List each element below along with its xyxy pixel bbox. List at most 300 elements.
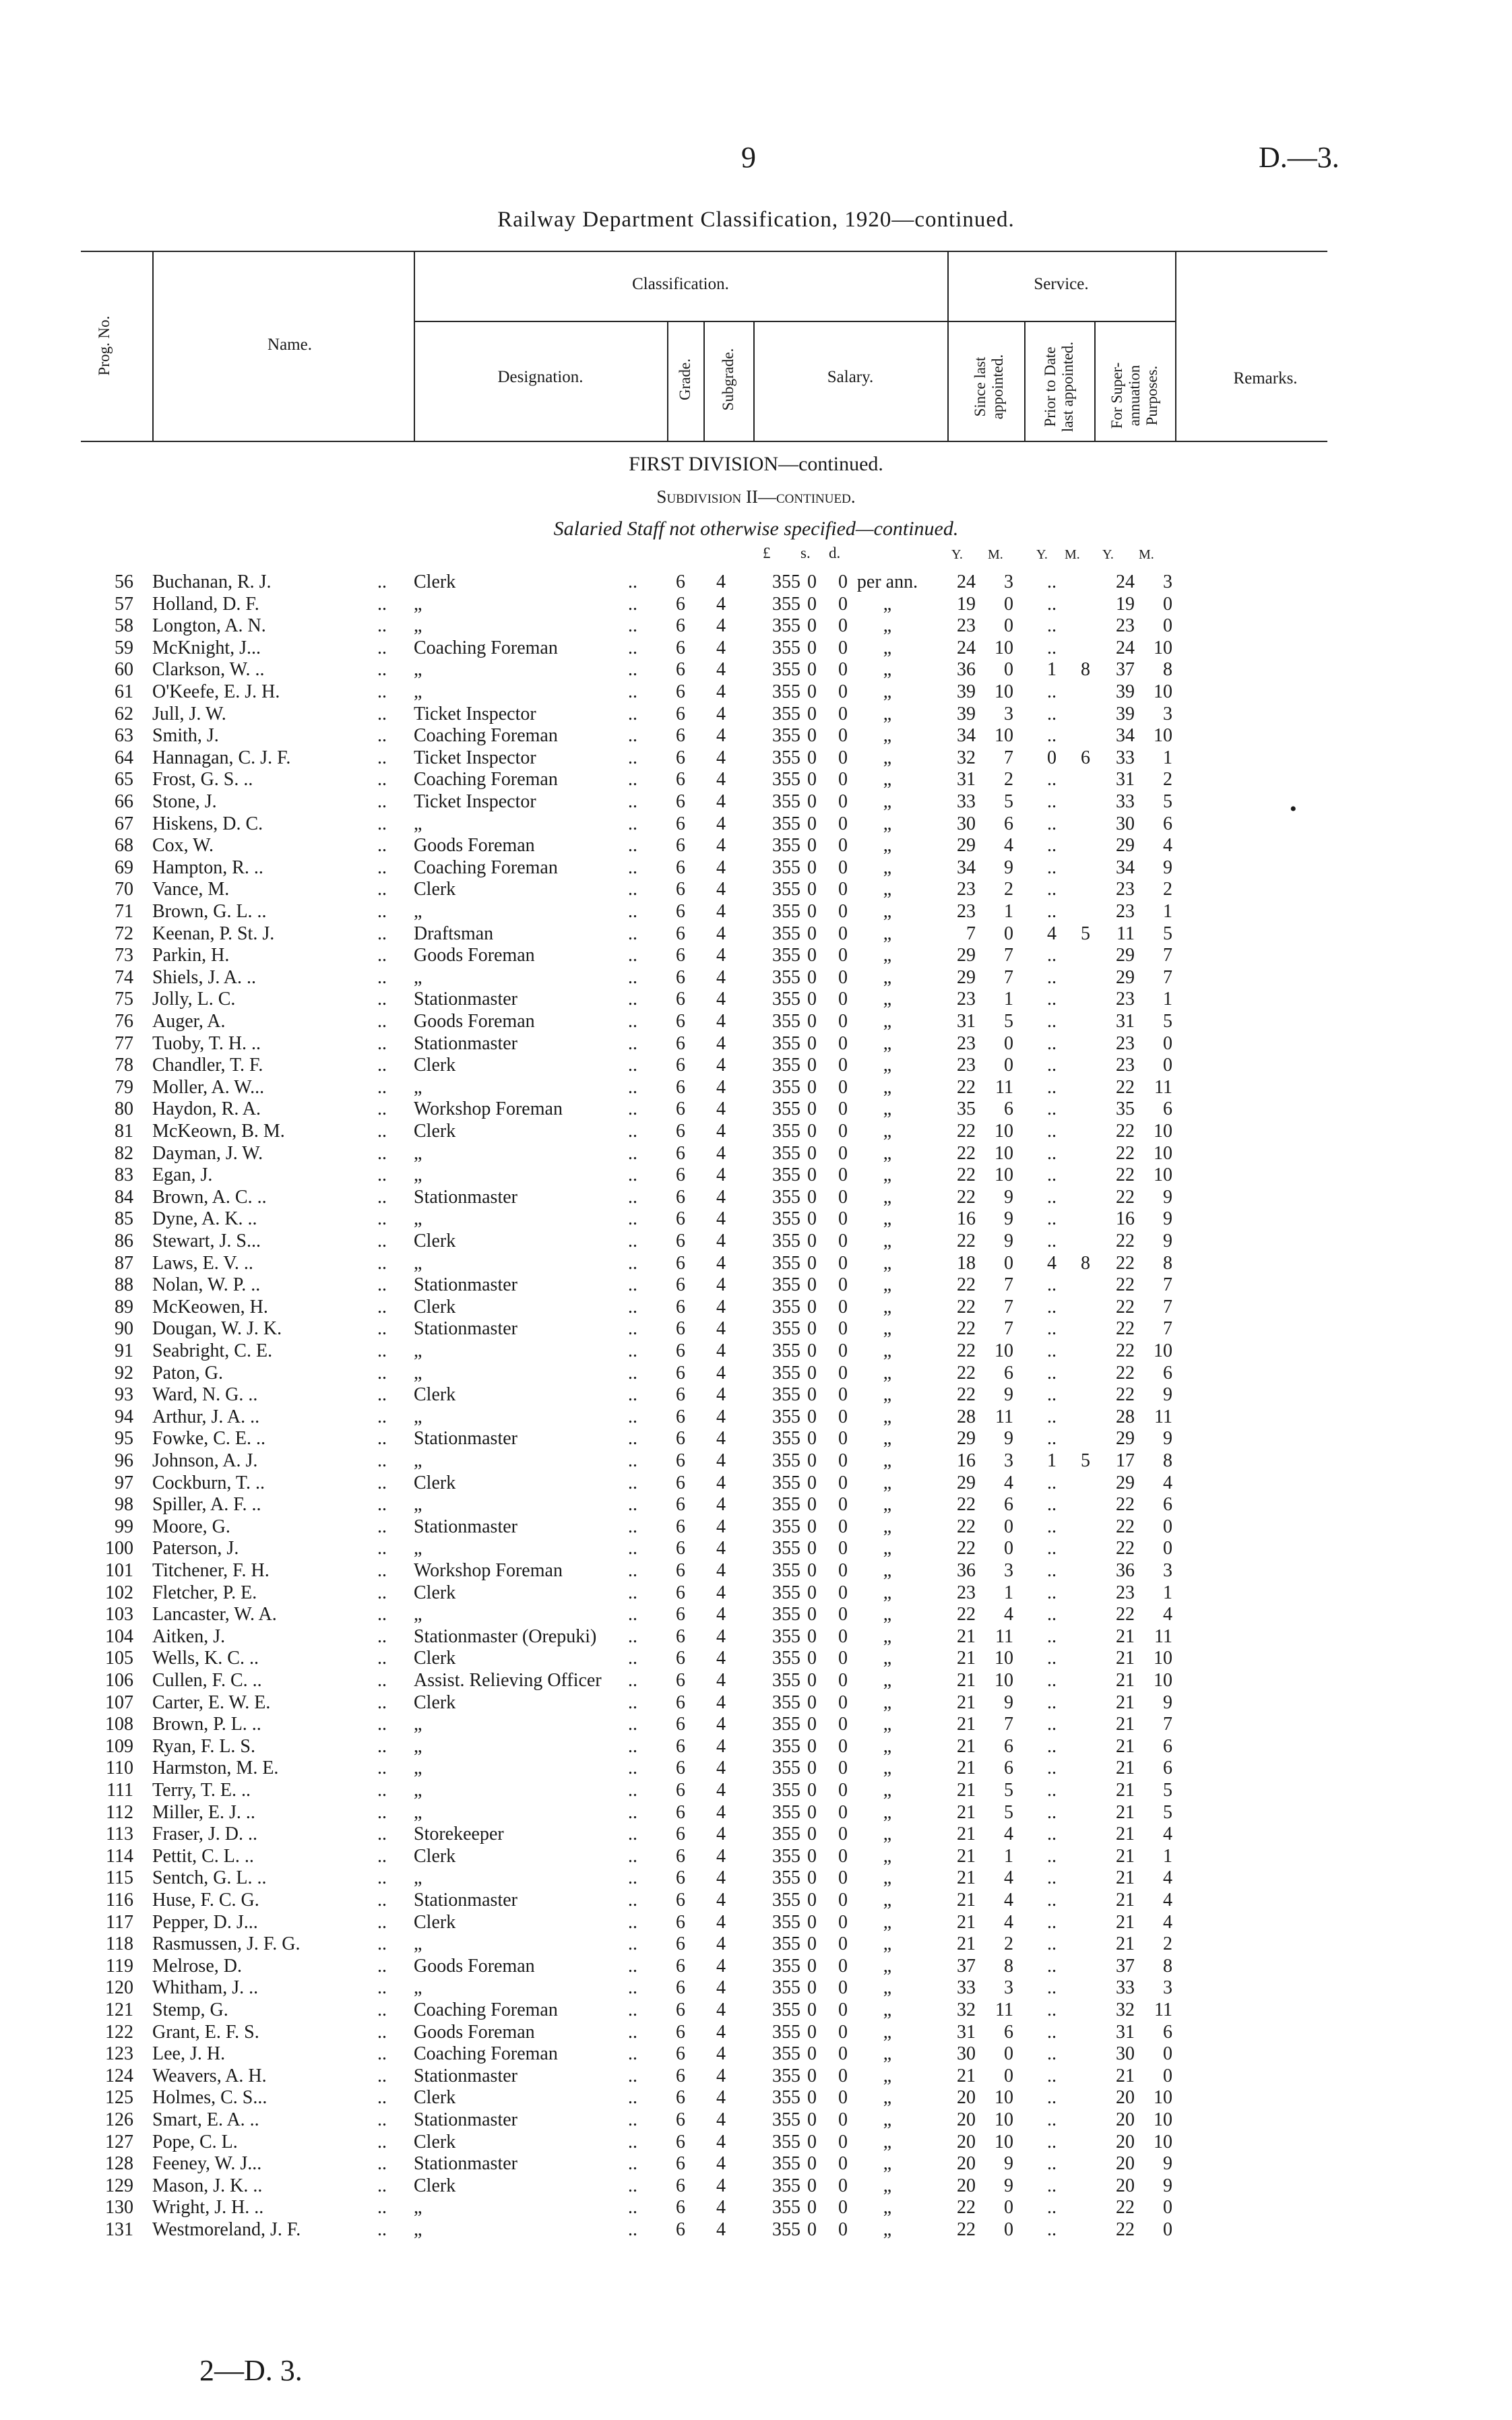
leader-dots: .. xyxy=(377,659,387,681)
leader-dots: .. xyxy=(628,1845,637,1867)
cell-no: 69 xyxy=(115,857,133,878)
cell-no: 76 xyxy=(115,1011,133,1032)
table-row xyxy=(0,747,1512,770)
cell-py: .. xyxy=(1047,1735,1057,1757)
cell-des: Goods Foreman xyxy=(414,1011,535,1032)
cell-sg: 4 xyxy=(716,1648,726,1669)
cell-lm: 2 xyxy=(1004,1933,1013,1955)
cell-gr: 6 xyxy=(676,2109,685,2130)
cell-d: 0 xyxy=(838,1516,848,1537)
cell-no: 102 xyxy=(105,1582,133,1603)
leader-dots: .. xyxy=(377,2109,387,2130)
cell-d: 0 xyxy=(838,1208,848,1230)
cell-per: „ xyxy=(883,1758,892,1779)
leader-dots: .. xyxy=(628,593,637,615)
cell-s: 0 xyxy=(807,2087,817,2109)
cell-no: 95 xyxy=(115,1428,133,1450)
cell-sy: 20 xyxy=(1116,2175,1135,2196)
cell-lm: 7 xyxy=(1004,1714,1013,1735)
cell-sm: 6 xyxy=(1163,1362,1172,1384)
cell-no: 99 xyxy=(115,1516,133,1537)
cell-name: Ward, N. G. .. xyxy=(152,1384,258,1406)
cell-per: „ xyxy=(883,1735,892,1757)
cell-des: „ xyxy=(414,2197,422,2219)
cell-d: 0 xyxy=(838,1186,848,1208)
cell-per: „ xyxy=(883,681,892,702)
leader-dots: .. xyxy=(628,923,637,944)
cell-py: .. xyxy=(1047,1186,1057,1208)
cell-sy: 17 xyxy=(1116,1450,1135,1471)
cell-lm: 5 xyxy=(1004,1780,1013,1801)
leader-dots: .. xyxy=(377,593,387,615)
leader-dots: .. xyxy=(377,1538,387,1559)
cell-name: Fletcher, P. E. xyxy=(152,1582,257,1603)
cell-per: „ xyxy=(883,1340,892,1361)
cell-des: Clerk xyxy=(414,1296,456,1317)
cell-des: Clerk xyxy=(414,1472,456,1493)
cell-sm: 10 xyxy=(1154,1142,1172,1164)
cell-ly: 22 xyxy=(957,1318,976,1340)
cell-des: Clerk xyxy=(414,1845,456,1867)
cell-sy: 21 xyxy=(1116,1670,1135,1691)
cell-sg: 4 xyxy=(716,2131,726,2152)
cell-d: 0 xyxy=(838,1384,848,1406)
leader-dots: .. xyxy=(377,1955,387,1977)
cell-sy: 21 xyxy=(1116,1845,1135,1867)
cell-s: 0 xyxy=(807,1165,817,1186)
cell-lm: 0 xyxy=(1004,1538,1013,1559)
cell-lm: 10 xyxy=(995,1142,1013,1164)
leader-dots: .. xyxy=(628,703,637,724)
since-month-unit: M. xyxy=(988,547,1003,562)
cell-no: 81 xyxy=(115,1121,133,1142)
division-heading: FIRST DIVISION—continued. xyxy=(629,453,883,475)
cell-name: Miller, E. J. .. xyxy=(152,1801,255,1823)
table-row xyxy=(0,1494,1512,1516)
leader-dots: .. xyxy=(628,2219,637,2240)
cell-lm: 7 xyxy=(1004,966,1013,988)
header-top-rule xyxy=(81,251,1327,252)
leader-dots: .. xyxy=(377,1032,387,1054)
table-row xyxy=(0,2022,1512,2044)
cell-sal: 355 xyxy=(772,2153,800,2175)
cell-name: Holland, D. F. xyxy=(152,593,259,615)
cell-no: 122 xyxy=(105,2021,133,2043)
cell-no: 85 xyxy=(115,1208,133,1230)
leader-dots: .. xyxy=(628,966,637,988)
cell-py: .. xyxy=(1047,901,1057,922)
cell-s: 0 xyxy=(807,1582,817,1603)
cell-py: .. xyxy=(1047,1318,1057,1340)
leader-dots: .. xyxy=(377,1933,387,1955)
cell-sm: 5 xyxy=(1163,923,1172,944)
cell-gr: 6 xyxy=(676,1955,685,1977)
cell-d: 0 xyxy=(838,857,848,878)
cell-name: McKeown, B. M. xyxy=(152,1121,285,1142)
cell-no: 72 xyxy=(115,923,133,944)
cell-sy: 23 xyxy=(1116,1582,1135,1603)
table-row xyxy=(0,681,1512,704)
cell-name: Cullen, F. C. .. xyxy=(152,1670,262,1691)
leader-dots: .. xyxy=(377,1121,387,1142)
cell-sy: 21 xyxy=(1116,2065,1135,2086)
cell-sg: 4 xyxy=(716,1692,726,1713)
cell-name: Keenan, P. St. J. xyxy=(152,923,275,944)
cell-no: 97 xyxy=(115,1472,133,1493)
cell-py: .. xyxy=(1047,1538,1057,1559)
cell-sg: 4 xyxy=(716,1867,726,1889)
cell-lm: 11 xyxy=(995,1406,1013,1427)
cell-no: 74 xyxy=(115,966,133,988)
cell-lm: 11 xyxy=(995,1625,1013,1647)
cell-sg: 4 xyxy=(716,1955,726,1977)
cell-s: 0 xyxy=(807,637,817,658)
cell-des: Stationmaster xyxy=(414,989,517,1010)
cell-lm: 10 xyxy=(995,681,1013,702)
cell-des: Stationmaster (Orepuki) xyxy=(414,1625,597,1647)
cell-sg: 4 xyxy=(716,2175,726,2196)
cell-s: 0 xyxy=(807,923,817,944)
table-row xyxy=(0,967,1512,989)
cell-sg: 4 xyxy=(716,2043,726,2065)
subdivision-heading: Subdivision II—continued. xyxy=(656,487,856,507)
cell-sy: 29 xyxy=(1116,835,1135,857)
cell-name: Terry, T. E. .. xyxy=(152,1780,251,1801)
cell-lm: 4 xyxy=(1004,1604,1013,1625)
cell-sy: 33 xyxy=(1116,1977,1135,1999)
cell-per: „ xyxy=(883,1231,892,1251)
cell-gr: 6 xyxy=(676,1560,685,1581)
leader-dots: .. xyxy=(377,615,387,637)
cell-ly: 24 xyxy=(957,637,976,658)
cell-sm: 3 xyxy=(1163,571,1172,592)
cell-gr: 6 xyxy=(676,1472,685,1493)
cell-name: Harmston, M. E. xyxy=(152,1758,279,1779)
cell-lm: 6 xyxy=(1004,1758,1013,1779)
cell-sg: 4 xyxy=(716,1494,726,1516)
leader-dots: .. xyxy=(628,1186,637,1208)
cell-py: .. xyxy=(1047,945,1057,966)
table-row xyxy=(0,659,1512,681)
cell-no: 63 xyxy=(115,725,133,747)
leader-dots: .. xyxy=(377,1362,387,1384)
cell-sy: 20 xyxy=(1116,2109,1135,2130)
cell-des: Coaching Foreman xyxy=(414,2043,558,2065)
cell-name: Haydon, R. A. xyxy=(152,1098,261,1120)
cell-lm: 7 xyxy=(1004,1318,1013,1340)
cell-sg: 4 xyxy=(716,747,726,768)
cell-sy: 39 xyxy=(1116,703,1135,724)
cell-sm: 10 xyxy=(1154,1648,1172,1669)
cell-s: 0 xyxy=(807,1604,817,1625)
cell-des: Clerk xyxy=(414,1055,456,1076)
cell-py: .. xyxy=(1047,966,1057,988)
leader-dots: .. xyxy=(377,923,387,944)
cell-sal: 355 xyxy=(772,1735,800,1757)
cell-per: „ xyxy=(883,1604,892,1625)
cell-s: 0 xyxy=(807,945,817,966)
cell-sm: 8 xyxy=(1163,1252,1172,1274)
cell-lm: 7 xyxy=(1004,945,1013,966)
cell-lm: 6 xyxy=(1004,1735,1013,1757)
cell-py: 1 xyxy=(1047,1450,1057,1471)
cell-no: 100 xyxy=(105,1538,133,1559)
cell-sy: 20 xyxy=(1116,2131,1135,2152)
cell-py: .. xyxy=(1047,637,1057,658)
cell-ly: 22 xyxy=(957,2197,976,2219)
cell-des: Clerk xyxy=(414,2087,456,2109)
cell-no: 120 xyxy=(105,1977,133,1999)
cell-sg: 4 xyxy=(716,1516,726,1537)
leader-dots: .. xyxy=(628,1560,637,1581)
cell-name: Smart, E. A. .. xyxy=(152,2109,259,2130)
cell-d: 0 xyxy=(838,835,848,857)
cell-gr: 6 xyxy=(676,1318,685,1340)
cell-sm: 9 xyxy=(1163,1692,1172,1713)
cell-name: Stemp, G. xyxy=(152,1999,228,2020)
cell-ly: 22 xyxy=(957,1604,976,1625)
cell-lm: 1 xyxy=(1004,989,1013,1010)
cell-des: Workshop Foreman xyxy=(414,1560,563,1581)
cell-sy: 22 xyxy=(1116,1516,1135,1537)
cell-per: „ xyxy=(883,2065,892,2086)
cell-per: „ xyxy=(883,1296,892,1317)
cell-sal: 355 xyxy=(772,1231,800,1251)
cell-sm: 0 xyxy=(1163,1032,1172,1054)
cell-no: 56 xyxy=(115,571,133,592)
table-row xyxy=(0,1890,1512,1912)
cell-pm: 6 xyxy=(1081,747,1090,768)
cell-no: 108 xyxy=(105,1714,133,1735)
cell-no: 121 xyxy=(105,1999,133,2020)
cell-ly: 22 xyxy=(957,1516,976,1537)
cell-name: Tuoby, T. H. .. xyxy=(152,1032,261,1054)
cell-s: 0 xyxy=(807,615,817,637)
cell-per: „ xyxy=(883,1955,892,1977)
cell-per: „ xyxy=(883,1538,892,1559)
cell-name: Egan, J. xyxy=(152,1165,213,1186)
cell-no: 107 xyxy=(105,1692,133,1713)
cell-s: 0 xyxy=(807,1560,817,1581)
cell-sm: 11 xyxy=(1154,1999,1172,2020)
cell-sm: 5 xyxy=(1163,791,1172,812)
cell-lm: 3 xyxy=(1004,703,1013,724)
cell-ly: 29 xyxy=(957,835,976,857)
cell-d: 0 xyxy=(838,1692,848,1713)
leader-dots: .. xyxy=(628,1076,637,1098)
leader-dots: .. xyxy=(377,1824,387,1845)
cell-no: 84 xyxy=(115,1186,133,1208)
cell-s: 0 xyxy=(807,1428,817,1450)
cell-d: 0 xyxy=(838,1032,848,1054)
cell-sy: 22 xyxy=(1116,1142,1135,1164)
cell-per: „ xyxy=(883,1867,892,1889)
cell-s: 0 xyxy=(807,1648,817,1669)
cell-lm: 6 xyxy=(1004,2021,1013,2043)
cell-sg: 4 xyxy=(716,2153,726,2175)
cell-des: „ xyxy=(414,1362,422,1384)
leader-dots: .. xyxy=(628,747,637,768)
cell-s: 0 xyxy=(807,681,817,702)
prog-no-header: Prog. No. xyxy=(96,315,113,376)
cell-per: „ xyxy=(883,857,892,878)
cell-d: 0 xyxy=(838,1977,848,1999)
cell-gr: 6 xyxy=(676,2197,685,2219)
cell-per: „ xyxy=(883,2087,892,2109)
table-row xyxy=(0,989,1512,1011)
cell-sal: 355 xyxy=(772,1428,800,1450)
cell-d: 0 xyxy=(838,1911,848,1933)
table-row xyxy=(0,857,1512,879)
cell-gr: 6 xyxy=(676,1735,685,1757)
cell-sal: 355 xyxy=(772,1406,800,1427)
cell-sm: 5 xyxy=(1163,1011,1172,1032)
pence-unit: d. xyxy=(829,545,841,561)
cell-gr: 6 xyxy=(676,1208,685,1230)
cell-ly: 22 xyxy=(957,1384,976,1406)
table-row xyxy=(0,1011,1512,1033)
cell-ly: 31 xyxy=(957,1011,976,1032)
cell-py: .. xyxy=(1047,2153,1057,2175)
table-row xyxy=(0,638,1512,660)
cell-sal: 355 xyxy=(772,1098,800,1120)
cell-lm: 10 xyxy=(995,1165,1013,1186)
cell-des: „ xyxy=(414,1450,422,1471)
cell-ly: 29 xyxy=(957,1472,976,1493)
cell-des: Stationmaster xyxy=(414,1186,517,1208)
cell-no: 86 xyxy=(115,1231,133,1251)
cell-ly: 20 xyxy=(957,2131,976,2152)
cell-lm: 5 xyxy=(1004,1011,1013,1032)
cell-lm: 10 xyxy=(995,725,1013,747)
cell-name: Smith, J. xyxy=(152,725,219,747)
leader-dots: .. xyxy=(377,1428,387,1450)
cell-name: Shiels, J. A. .. xyxy=(152,966,257,988)
leader-dots: .. xyxy=(628,1735,637,1757)
table-row xyxy=(0,2043,1512,2066)
leader-dots: .. xyxy=(628,1428,637,1450)
cell-des: Storekeeper xyxy=(414,1824,504,1845)
cell-sm: 3 xyxy=(1163,1560,1172,1581)
cell-des: „ xyxy=(414,1735,422,1757)
table-row xyxy=(0,594,1512,616)
cell-name: Pettit, C. L. .. xyxy=(152,1845,254,1867)
cell-gr: 6 xyxy=(676,879,685,900)
cell-no: 93 xyxy=(115,1384,133,1406)
page-title: Railway Department Classification, 1920—continued. xyxy=(497,208,1015,232)
cell-d: 0 xyxy=(838,2065,848,2086)
cell-per: „ xyxy=(883,1165,892,1186)
cell-sy: 16 xyxy=(1116,1208,1135,1230)
cell-ly: 29 xyxy=(957,966,976,988)
cell-s: 0 xyxy=(807,813,817,834)
cell-s: 0 xyxy=(807,1758,817,1779)
cell-s: 0 xyxy=(807,2043,817,2065)
leader-dots: .. xyxy=(377,1692,387,1713)
cell-ly: 21 xyxy=(957,1625,976,1647)
cell-s: 0 xyxy=(807,1999,817,2020)
cell-lm: 0 xyxy=(1004,2197,1013,2219)
cell-gr: 6 xyxy=(676,2065,685,2086)
cell-sm: 7 xyxy=(1163,966,1172,988)
table-row xyxy=(0,615,1512,638)
pound-unit: £ xyxy=(763,545,771,561)
cell-lm: 0 xyxy=(1004,1252,1013,1274)
table-row xyxy=(0,1933,1512,1956)
cell-sm: 10 xyxy=(1154,2087,1172,2109)
cell-d: 0 xyxy=(838,1318,848,1340)
cell-sg: 4 xyxy=(716,2087,726,2109)
cell-sm: 6 xyxy=(1163,1098,1172,1120)
cell-des: Clerk xyxy=(414,1121,456,1142)
cell-sy: 23 xyxy=(1116,879,1135,900)
cell-sy: 31 xyxy=(1116,769,1135,790)
cell-py: .. xyxy=(1047,1999,1057,2020)
prior-year-unit: Y. xyxy=(1036,547,1048,562)
cell-name: Wright, J. H. .. xyxy=(152,2197,264,2219)
cell-lm: 0 xyxy=(1004,1032,1013,1054)
cell-s: 0 xyxy=(807,2197,817,2219)
cell-no: 82 xyxy=(115,1142,133,1164)
cell-lm: 11 xyxy=(995,1076,1013,1098)
cell-sy: 22 xyxy=(1116,1296,1135,1317)
cell-gr: 6 xyxy=(676,1494,685,1516)
cell-sg: 4 xyxy=(716,1582,726,1603)
cell-name: Cockburn, T. .. xyxy=(152,1472,265,1493)
cell-sg: 4 xyxy=(716,1362,726,1384)
cell-gr: 6 xyxy=(676,1824,685,1845)
cell-gr: 6 xyxy=(676,1142,685,1164)
cell-sg: 4 xyxy=(716,1670,726,1691)
cell-ly: 35 xyxy=(957,1098,976,1120)
leader-dots: .. xyxy=(377,2197,387,2219)
table-row xyxy=(0,1187,1512,1209)
cell-d: 0 xyxy=(838,1406,848,1427)
cell-gr: 6 xyxy=(676,747,685,768)
cell-sy: 21 xyxy=(1116,1692,1135,1713)
cell-sal: 355 xyxy=(772,1450,800,1471)
cell-gr: 6 xyxy=(676,923,685,944)
cell-s: 0 xyxy=(807,791,817,812)
cell-sal: 355 xyxy=(772,1692,800,1713)
cell-pm: 5 xyxy=(1081,1450,1090,1471)
cell-py: .. xyxy=(1047,1845,1057,1867)
cell-s: 0 xyxy=(807,1208,817,1230)
cell-name: Paton, G. xyxy=(152,1362,223,1384)
cell-d: 0 xyxy=(838,1824,848,1845)
cell-no: 78 xyxy=(115,1055,133,1076)
cell-py: .. xyxy=(1047,1780,1057,1801)
cell-d: 0 xyxy=(838,1955,848,1977)
col-rule-4 xyxy=(703,321,705,441)
cell-lm: 10 xyxy=(995,2131,1013,2152)
cell-sal: 355 xyxy=(772,1076,800,1098)
leader-dots: .. xyxy=(628,1231,637,1251)
cell-sy: 36 xyxy=(1116,1560,1135,1581)
cell-sg: 4 xyxy=(716,1076,726,1098)
cell-sy: 32 xyxy=(1116,1999,1135,2020)
leader-dots: .. xyxy=(628,1450,637,1471)
cell-name: Titchener, F. H. xyxy=(152,1560,270,1581)
cell-per: „ xyxy=(883,1582,892,1603)
cell-pm: 8 xyxy=(1081,659,1090,681)
cell-sal: 355 xyxy=(772,1801,800,1823)
cell-des: Clerk xyxy=(414,1231,456,1251)
cell-py: .. xyxy=(1047,1231,1057,1251)
cell-sal: 355 xyxy=(772,637,800,658)
cell-sg: 4 xyxy=(716,1318,726,1340)
cell-name: Feeney, W. J... xyxy=(152,2153,262,2175)
